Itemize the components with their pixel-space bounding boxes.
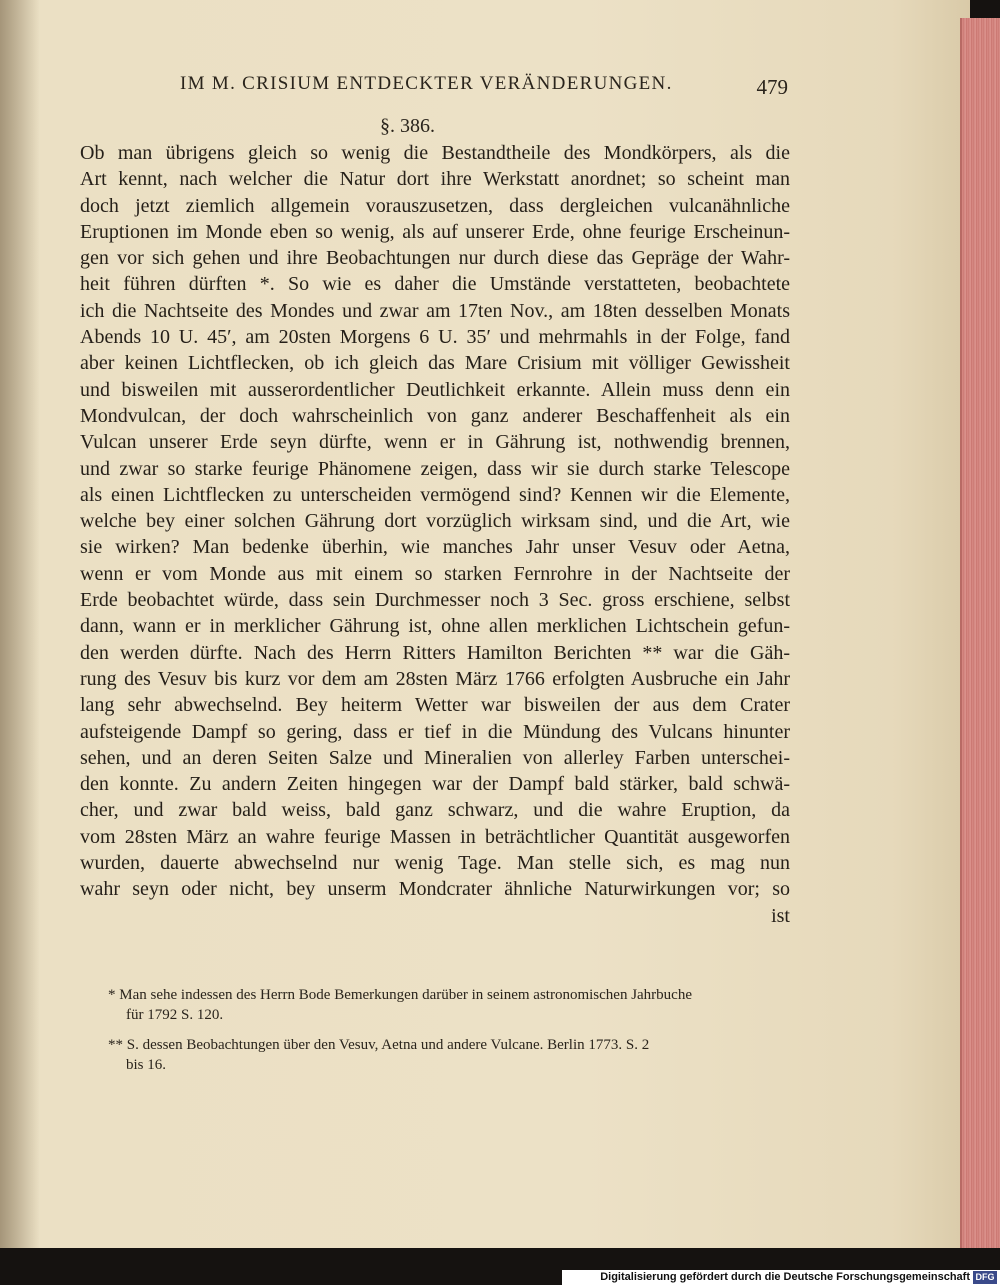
text-line: cher, und zwar bald weiss, bald ganz schwarz, und die wahre Eruption, da	[80, 799, 790, 822]
text-line: Eruptionen im Monde eben so wenig, als auf unserer Erde, ohne feurige Erscheinun-	[80, 220, 790, 243]
footnotes	[108, 985, 788, 1085]
footnote-line: für 1792 S. 120.	[126, 1007, 224, 1023]
text-line: gen vor sich gehen und ihre Beobachtungen nur durch diese das Gepräge der Wahr-	[80, 247, 790, 270]
section-number: §. 386.	[380, 115, 435, 137]
text-line: den konnte. Zu andern Zeiten hingegen war der Dampf bald stärker, bald schwä-	[80, 773, 790, 796]
page-fore-edge	[960, 18, 1000, 1248]
text-line-catchword: ist	[771, 904, 790, 927]
footnote-2	[108, 1035, 788, 1075]
text-line: wahr seyn oder nicht, bey unserm Mondcrater ähnliche Naturwirkungen vor; so	[80, 878, 790, 901]
text-line: und zwar so starke feurige Phänomene zeigen, dass wir sie durch starke Telescope	[80, 457, 790, 480]
text-line: Erde beobachtet würde, dass sein Durchmesser noch 3 Sec. gross erschiene, selbst	[80, 589, 790, 612]
text-line: ich die Nachtseite des Mondes und zwar am 17ten Nov., am 18ten desselben Monats	[80, 299, 790, 322]
text-line: rung des Vesuv bis kurz vor dem am 28sten März 1766 erfolgten Ausbruche ein Jahr	[80, 667, 790, 690]
text-line: dann, wann er in merklicher Gährung ist, ohne allen merklichen Lichtschein gefun-	[80, 615, 790, 638]
text-line: Mondvulcan, der doch wahrscheinlich von ganz anderer Beschaffenheit als ein	[80, 404, 790, 427]
running-title: IM M. CRISIUM ENTDECKTER VERÄNDERUNGEN.	[180, 73, 673, 94]
body-text	[80, 140, 790, 929]
text-line: und bisweilen mit ausserordentlicher Deutlichkeit erkannte. Allein muss denn ein	[80, 378, 790, 401]
text-line: heit führen dürften *. So wie es daher die Umstände verstatteten, beobachtete	[80, 273, 790, 296]
text-line: lang sehr abwechselnd. Bey heiterm Wetter war bisweilen der aus dem Crater	[80, 694, 790, 717]
text-line: sie wirken? Man bedenke überhin, wie manches Jahr unser Vesuv oder Aetna,	[80, 536, 790, 559]
text-line: aufsteigende Dampf so gering, dass er tief in die Mündung des Vulcans hinunter	[80, 720, 790, 743]
text-line: sehen, und an deren Seiten Salze und Mineralien von allerley Farben unterschei-	[80, 746, 790, 769]
running-head	[180, 73, 788, 103]
text-line: den werden dürfte. Nach des Herrn Ritters Hamilton Berichten ** war die Gäh-	[80, 641, 790, 664]
text-line: welche bey einer solchen Gährung dort vorzüglich wirksam sind, und die Art, wie	[80, 510, 790, 533]
footnote-line: * Man sehe indessen des Herrn Bode Bemerkungen darüber in seinem astronomischen Jahrbuche	[108, 987, 692, 1003]
text-line: als einen Lichtflecken zu unterscheiden vermögend sind? Kennen wir die Elemente,	[80, 483, 790, 506]
footnote-1	[108, 985, 788, 1025]
spine-shadow	[0, 0, 40, 1248]
text-line: wenn er vom Monde aus mit einem so starken Fernrohre in der Nachtseite der	[80, 562, 790, 585]
footnote-line: bis 16.	[126, 1057, 167, 1073]
dfg-logo: DFG	[973, 1271, 997, 1284]
digitization-credit: Digitalisierung gefördert durch die Deutsche Forschungsgemeinschaft	[562, 1270, 1000, 1285]
footnote-line: ** S. dessen Beobachtungen über den Vesuv, Aetna und andere Vulcane. Berlin 1773. S. 2	[108, 1037, 650, 1053]
text-line: Abends 10 U. 45′, am 20sten Morgens 6 U. 35′ und mehrmahls in der Folge, fand	[80, 326, 790, 349]
text-line: Vulcan unserer Erde seyn dürfte, wenn er in Gährung ist, nothwendig brennen,	[80, 431, 790, 454]
text-line: aber keinen Lichtflecken, ob ich gleich das Mare Crisium mit völliger Gewissheit	[80, 352, 790, 375]
text-line: vom 28sten März an wahre feurige Massen in beträchtlicher Quantität ausgeworfen	[80, 825, 790, 848]
text-line: Ob man übrigens gleich so wenig die Bestandtheile des Mondkörpers, als die	[80, 142, 790, 164]
page-number: 479	[756, 75, 788, 99]
text-line: doch jetzt ziemlich allgemein vorauszusetzen, dass dergleichen vulcanähnliche	[80, 194, 790, 217]
text-line: wurden, dauerte abwechselnd nur wenig Tage. Man stelle sich, es mag nun	[80, 852, 790, 875]
text-line: Art kennt, nach welcher die Natur dort ihre Werkstatt anordnet; so scheint man	[80, 168, 790, 191]
